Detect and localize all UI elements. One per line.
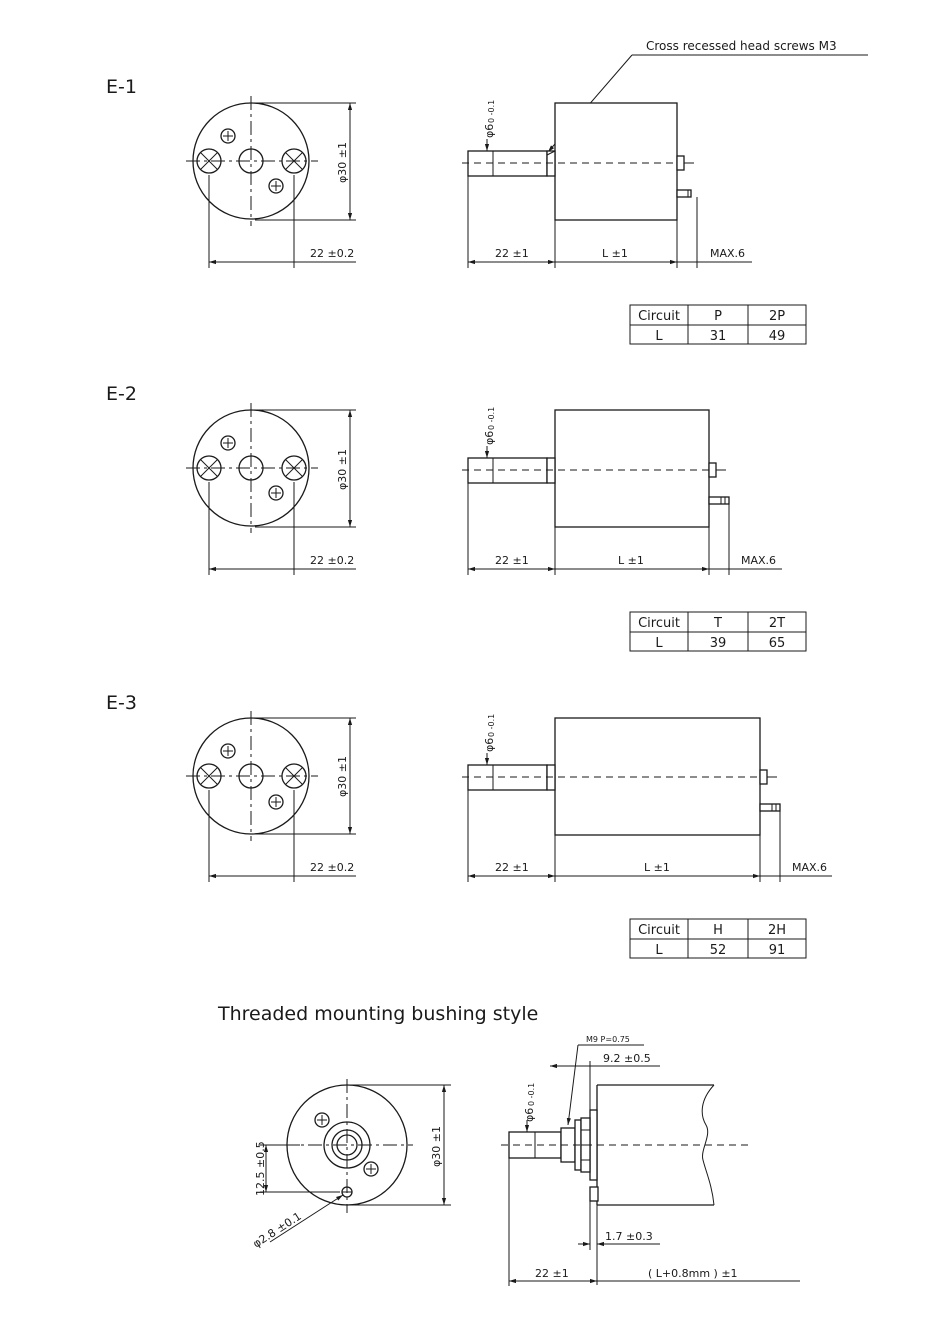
table-cell-1: 31: [709, 329, 727, 344]
dim-terminal-max: MAX.6: [792, 861, 828, 874]
bushing-front-view: [251, 1079, 451, 1251]
dim-terminal-pitch: 22 ±0.2: [310, 861, 355, 874]
dim-terminal-pitch: 22 ±0.2: [310, 554, 355, 567]
dim-shaft-tolerance: 0 -0.1: [487, 406, 496, 430]
dim-bushing-length: 9.2 ±0.5: [603, 1052, 651, 1065]
dim-pin-diameter: φ2.8 ±0.1: [250, 1209, 304, 1251]
dim-shaft-diameter: φ6: [483, 430, 496, 445]
dim-body-length: L ±1: [644, 861, 670, 874]
screw-top-icon: [221, 744, 235, 758]
callout-text: Cross recessed head screws M3: [646, 39, 837, 53]
side-view: [462, 407, 782, 575]
section-label: E-1: [106, 76, 137, 98]
section-label: E-2: [106, 383, 137, 405]
table-header-2: 2H: [767, 923, 787, 938]
side-view: [462, 100, 752, 268]
bushing-title: Threaded mounting bushing style: [218, 1003, 539, 1025]
dim-body-length: L ±1: [602, 247, 628, 260]
table-cell-1: 52: [709, 943, 727, 958]
table-cell-2: 49: [768, 329, 786, 344]
side-view: [462, 714, 832, 882]
dim-diameter-30: φ30 ±1: [430, 1126, 443, 1167]
dim-pin-offset: 12.5 ±0.5: [254, 1141, 267, 1196]
front-view: [186, 711, 356, 882]
table-header-circuit: Circuit: [638, 616, 680, 631]
section-bushing: [217, 1003, 800, 1286]
circuit-table: [630, 305, 806, 344]
screw-bottom-icon: [269, 486, 283, 500]
section-label: E-3: [106, 692, 137, 714]
dim-diameter-30: φ30 ±1: [336, 449, 349, 490]
screw-bottom-icon: [269, 795, 283, 809]
table-row-label: L: [655, 943, 663, 958]
dim-shaft-length: 22 ±1: [535, 1267, 569, 1280]
screw-bottom-icon: [269, 179, 283, 193]
dim-terminal-max: MAX.6: [741, 554, 777, 567]
dim-shaft-diameter: φ6: [483, 123, 496, 138]
dim-pin-offset: 1.7 ±0.3: [605, 1230, 653, 1243]
table-header-2: 2P: [768, 309, 786, 324]
table-header-2: 2T: [768, 616, 786, 631]
dim-body-length: ( L+0.8mm ) ±1: [648, 1267, 738, 1280]
table-cell-2: 65: [768, 636, 786, 651]
dim-thread: M9 P=0.75: [586, 1035, 630, 1044]
dim-shaft-length: 22 ±1: [495, 554, 529, 567]
dim-terminal-pitch: 22 ±0.2: [310, 247, 355, 260]
table-cell-1: 39: [709, 636, 727, 651]
circuit-table: [630, 612, 806, 651]
dim-shaft-diameter: φ6: [483, 737, 496, 752]
table-row-label: L: [655, 329, 663, 344]
screw-top-icon: [221, 129, 235, 143]
terminal-right-icon: [282, 764, 306, 788]
dim-shaft-length: 22 ±1: [495, 247, 529, 260]
bushing-side-view: [501, 1035, 800, 1286]
table-header-1: H: [713, 923, 723, 938]
dim-diameter-30: φ30 ±1: [336, 142, 349, 183]
dim-shaft-diameter: φ6: [523, 1107, 536, 1122]
front-view: [186, 403, 356, 575]
table-header-1: P: [714, 309, 722, 324]
table-header-circuit: Circuit: [638, 309, 680, 324]
circuit-table: [630, 919, 806, 958]
screw-bottom-icon: [364, 1162, 378, 1176]
dim-shaft-tolerance: 0 -0.1: [487, 99, 496, 123]
table-header-1: T: [714, 616, 722, 631]
table-row-label: L: [655, 636, 663, 651]
section-e3: [106, 692, 832, 958]
dim-body-length: L ±1: [618, 554, 644, 567]
table-cell-2: 91: [768, 943, 786, 958]
section-e2: [106, 383, 806, 651]
table-header-circuit: Circuit: [638, 923, 680, 938]
screw-top-icon: [315, 1113, 329, 1127]
section-e1: [106, 76, 806, 344]
dim-shaft-length: 22 ±1: [495, 861, 529, 874]
terminal-right-icon: [282, 456, 306, 480]
terminal-right-icon: [282, 149, 306, 173]
dim-shaft-tolerance: 0 -0.1: [487, 713, 496, 737]
front-view: [186, 96, 356, 268]
dim-terminal-max: MAX.6: [710, 247, 746, 260]
dim-shaft-tolerance: 0 -0.1: [527, 1082, 536, 1106]
dim-diameter-30: φ30 ±1: [336, 756, 349, 797]
screw-top-icon: [221, 436, 235, 450]
